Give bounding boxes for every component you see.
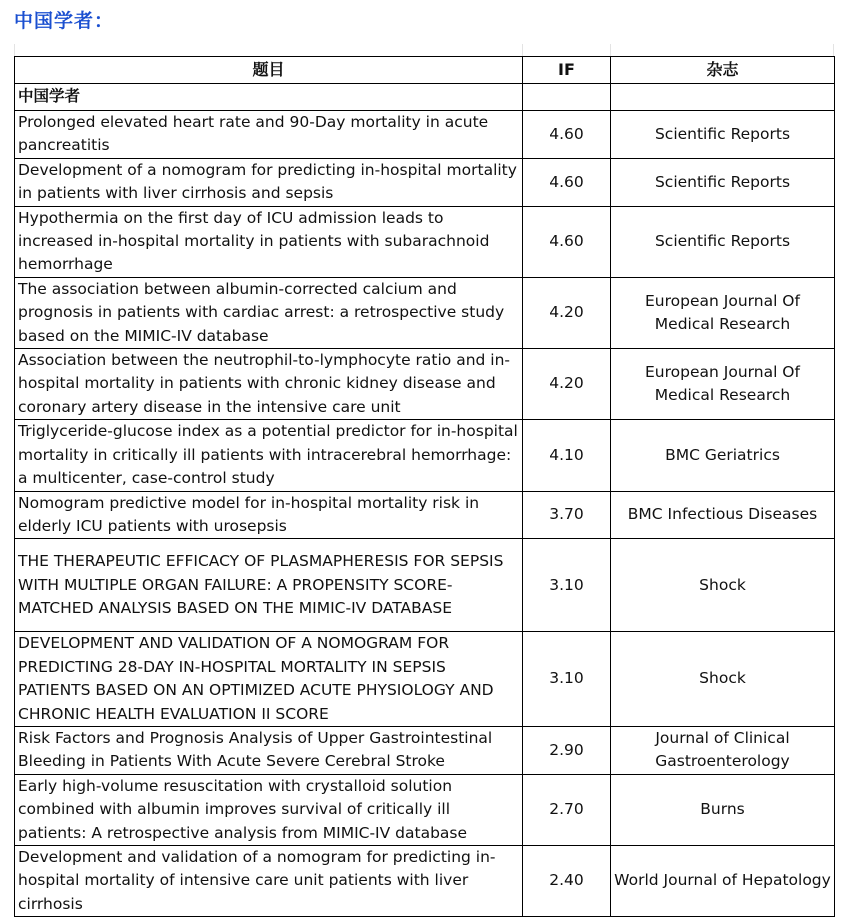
paper-title: Prolonged elevated heart rate and 90-Day mortality in acute pancreatitis [15,111,523,159]
impact-factor: 3.10 [523,632,611,727]
journal-name: Shock [611,539,835,632]
paper-title: Risk Factors and Prognosis Analysis of Upper Gastrointestinal Bleeding in Patients With Acute Severe Cerebral Stroke [15,726,523,774]
table-row [15,774,835,845]
impact-factor: 4.10 [523,420,611,491]
paper-title: Development and validation of a nomogram for predicting in-hospital mortality of intensive care unit patients with liver cirrhosis [15,845,523,916]
table-row [15,111,835,159]
impact-factor: 4.60 [523,158,611,206]
impact-factor: 4.60 [523,206,611,277]
impact-factor: 2.90 [523,726,611,774]
paper-title: Association between the neutrophil-to-lymphocyte ratio and in-hospital mortality in patients with chronic kidney disease and coronary artery disease in the intensive care unit [15,349,523,420]
table-row [15,845,835,916]
paper-title: Hypothermia on the first day of ICU admission leads to increased in-hospital mortality in patients with subarachnoid hemorrhage [15,206,523,277]
journal-name: Journal of Clinical Gastroenterology [611,726,835,774]
paper-title: Triglyceride-glucose index as a potential predictor for in-hospital mortality in critically ill patients with intracerebral hemorrhage: a multicenter, case-control study [15,420,523,491]
paper-title: DEVELOPMENT AND VALIDATION OF A NOMOGRAM FOR PREDICTING 28-DAY IN-HOSPITAL MORTALITY IN SEPSIS PATIENTS BASED ON AN OPTIMIZED ACUTE PHYSIOLOGY AND CHRONIC HEALTH EVALUATION II SCORE [15,632,523,727]
table-row [15,158,835,206]
impact-factor: 4.20 [523,277,611,348]
table-row [15,726,835,774]
impact-factor: 4.60 [523,111,611,159]
paper-title: Nomogram predictive model for in-hospital mortality risk in elderly ICU patients with urosepsis [15,491,523,539]
paper-title: Development of a nomogram for predicting in-hospital mortality in patients with liver cirrhosis and sepsis [15,158,523,206]
header-row [15,57,835,84]
journal-name: Scientific Reports [611,111,835,159]
table-row [15,277,835,348]
paper-title: THE THERAPEUTIC EFFICACY OF PLASMAPHERESIS FOR SEPSIS WITH MULTIPLE ORGAN FAILURE: A PROPENSITY SCORE-MATCHED ANALYSIS BASED ON THE MIMIC-IV DATABASE [15,539,523,632]
table-row [15,632,835,727]
paper-title: Early high-volume resuscitation with crystalloid solution combined with albumin improves survival of critically ill patients: A retrospective analysis from MIMIC-IV database [15,774,523,845]
results-table [14,56,835,917]
journal-name: Burns [611,774,835,845]
header-title: 题目 [15,57,523,84]
impact-factor: 3.70 [523,491,611,539]
impact-factor: 2.40 [523,845,611,916]
section-label: 中国学者 [15,84,523,111]
journal-name: Scientific Reports [611,206,835,277]
table-row [15,349,835,420]
journal-name: European Journal Of Medical Research [611,349,835,420]
header-journal: 杂志 [611,57,835,84]
journal-name: BMC Geriatrics [611,420,835,491]
section-row [15,84,835,111]
impact-factor: 3.10 [523,539,611,632]
column-guides [14,44,834,56]
header-if: IF [523,57,611,84]
table-row [15,420,835,491]
table-row [15,206,835,277]
table-row [15,539,835,632]
journal-name: Scientific Reports [611,158,835,206]
journal-name: BMC Infectious Diseases [611,491,835,539]
paper-title: The association between albumin-corrected calcium and prognosis in patients with cardiac arrest: a retrospective study based on the MIMIC-IV database [15,277,523,348]
page-heading: 中国学者： [14,10,115,32]
journal-name: Shock [611,632,835,727]
journal-name: European Journal Of Medical Research [611,277,835,348]
impact-factor: 2.70 [523,774,611,845]
table-row [15,491,835,539]
journal-name: World Journal of Hepatology [611,845,835,916]
impact-factor: 4.20 [523,349,611,420]
